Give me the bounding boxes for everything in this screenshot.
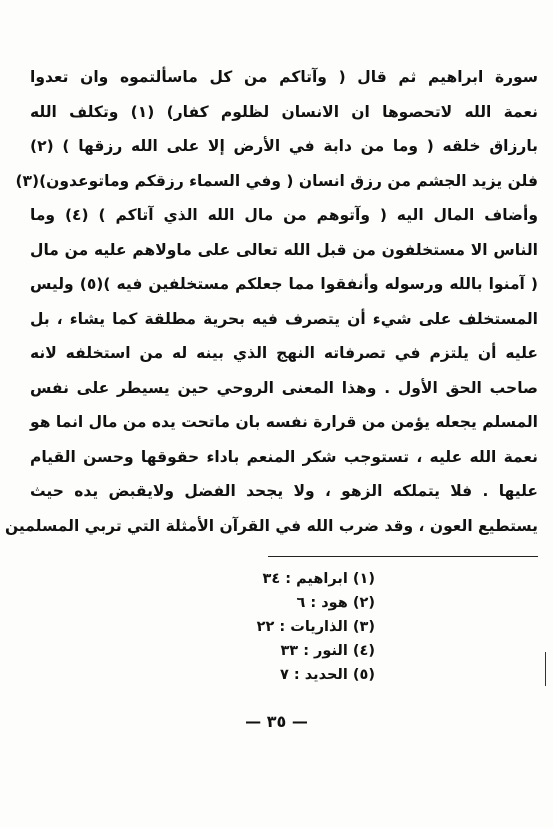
text-line: نعمة الله لاتحصوها ان الانسان لظلوم كفار) (١) وتكلف الله — [30, 102, 539, 121]
margin-mark — [545, 652, 546, 686]
text-line: ( آمنوا بالله ورسوله وأنفقوا مما جعلكم مستخلفين فيه )(٥) وليس — [30, 275, 538, 293]
footnote-item: (٢) هود : ٦ — [296, 595, 375, 611]
text-line: يستطيع العون ، وقد ضرب الله في القرآن الأمثلة التي تربي المسلمين — [4, 516, 538, 535]
text-line: صاحب الحق الأول . وهذا المعنى الروحي حين يسيطر على نفس — [30, 378, 538, 397]
text-line: المستخلف على شيء أن يتصرف فيه بحرية مطلقة كما يشاء ، بل — [30, 309, 538, 328]
text-line: عليها . فلا يتملكه الزهو ، ولا يجحد الفضل ولايقبض يده حيث — [30, 482, 538, 500]
text-line: الناس الا مستخلفون من قبل الله تعالى على ماولاهم عليه من مال — [30, 240, 538, 259]
body-text — [4, 60, 539, 543]
text-line: فلن يزيد الجشم من رزق انسان ( وفي السماء رزقكم وماتوعدون)(٣) — [15, 171, 538, 190]
footnote-item: (١) ابراهيم : ٣٤ — [262, 571, 375, 587]
text-line: وأضاف المال اليه ( وآتوهم من مال الله الذي آتاكم ) (٤) وما — [30, 206, 538, 224]
text-line: عليه أن يلتزم في تصرفاته النهج الذي بينه له من استخلفه لانه — [30, 344, 538, 362]
footnotes — [257, 567, 375, 687]
page-number: — ٣٥ — — [245, 712, 308, 731]
text-line: المسلم يجعله يؤمن من قرارة نفسه بان ماتحت يده من مال انما هو — [30, 413, 538, 431]
footnote-item: (٤) النور : ٣٣ — [280, 643, 375, 659]
footnote-separator — [268, 556, 538, 557]
text-line: بارزاق خلقه ( وما من دابة في الأرض إلا على الله رزقها ) (٢) — [30, 137, 538, 155]
footnote-item: (٣) الذاريات : ٢٢ — [256, 619, 375, 635]
text-line: سورة ابراهيم ثم قال ( وآتاكم من كل ماسألتموه وان تعدوا — [30, 68, 538, 86]
text-line: نعمة الله عليه ، تستوجب شكر المنعم باداء حقوقها وحسن القيام — [30, 447, 538, 466]
footnote-item: (٥) الحديد : ٧ — [280, 667, 375, 683]
